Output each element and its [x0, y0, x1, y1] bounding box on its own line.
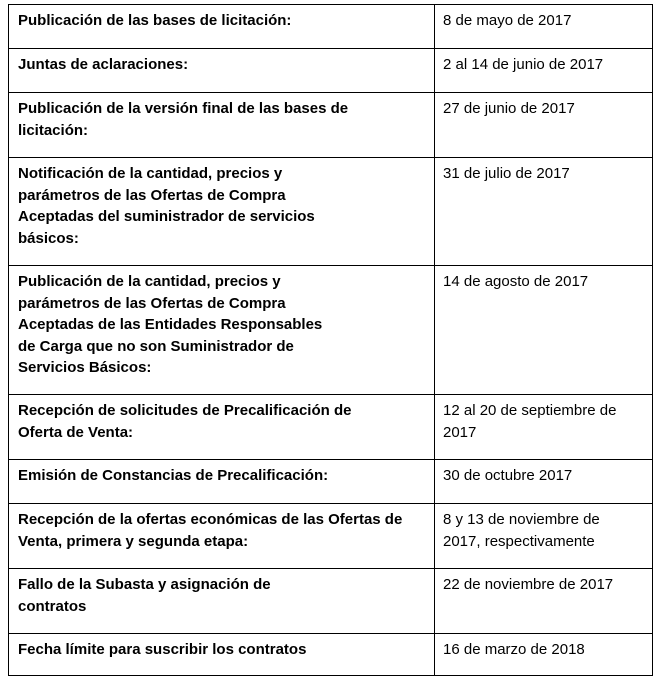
- event-cell: Recepción de la ofertas económicas de las Ofertas de Venta, primera y segunda etapa:: [9, 504, 435, 569]
- table-row: [9, 158, 653, 266]
- table-row: [9, 634, 653, 676]
- event-cell: Juntas de aclaraciones:: [9, 49, 435, 93]
- event-cell: Fecha límite para suscribir los contratos: [9, 634, 435, 676]
- table-row: [9, 460, 653, 504]
- date-cell: 22 de noviembre de 2017: [435, 569, 653, 634]
- event-cell: Publicación de la versión final de las bases de licitación:: [9, 93, 435, 158]
- date-cell: 14 de agosto de 2017: [435, 266, 653, 395]
- date-cell: 30 de octubre 2017: [435, 460, 653, 504]
- event-cell: Publicación de la cantidad, precios y parámetros de las Ofertas de Compra Aceptadas de las Entidades Responsables de Carga que no son Suministrador de Servicios Básicos:: [9, 266, 435, 395]
- date-cell: 16 de marzo de 2018: [435, 634, 653, 676]
- date-cell: 2 al 14 de junio de 2017: [435, 49, 653, 93]
- table-row: [9, 504, 653, 569]
- date-cell: 8 y 13 de noviembre de 2017, respectivamente: [435, 504, 653, 569]
- date-cell: 27 de junio de 2017: [435, 93, 653, 158]
- event-cell: Emisión de Constancias de Precalificación:: [9, 460, 435, 504]
- table-row: [9, 5, 653, 49]
- schedule-table: [8, 4, 653, 676]
- event-cell: Notificación de la cantidad, precios y parámetros de las Ofertas de Compra Aceptadas del suministrador de servicios básicos:: [9, 158, 435, 266]
- table-row: [9, 569, 653, 634]
- date-cell: 12 al 20 de septiembre de 2017: [435, 395, 653, 460]
- event-cell: Publicación de las bases de licitación:: [9, 5, 435, 49]
- date-cell: 31 de julio de 2017: [435, 158, 653, 266]
- table-row: [9, 93, 653, 158]
- date-cell: 8 de mayo de 2017: [435, 5, 653, 49]
- table-row: [9, 49, 653, 93]
- event-cell: Fallo de la Subasta y asignación de contratos: [9, 569, 435, 634]
- table-row: [9, 395, 653, 460]
- table-row: [9, 266, 653, 395]
- event-cell: Recepción de solicitudes de Precalificación de Oferta de Venta:: [9, 395, 435, 460]
